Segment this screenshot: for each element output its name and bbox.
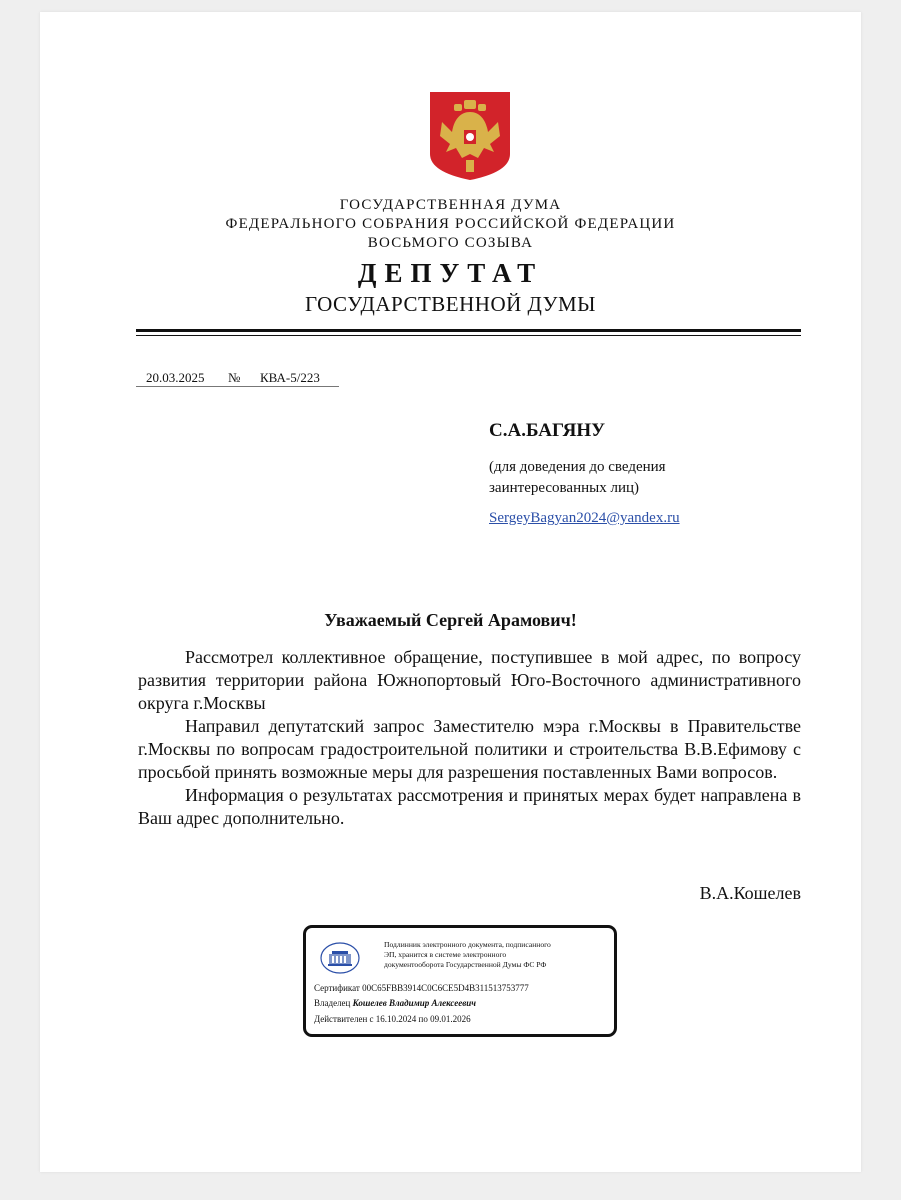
owner-label: Владелец [314,998,351,1008]
number-sign: № [228,370,241,385]
stamp-info-line-3: документооборота Государственной Думы ФС РФ [384,960,547,970]
russian-coat-of-arms-icon [430,92,510,180]
registration-number: КВА-5/223 [260,370,320,385]
signer-name: В.А.Кошелев [699,883,801,903]
valid-label: Действителен с [314,1014,374,1024]
certificate-label: Сертификат [314,983,360,993]
addressee-name: С.А.БАГЯНУ [489,420,606,441]
header-line-3: ВОСЬМОГО СОЗЫВА [367,235,534,251]
deputy-subtitle: ГОСУДАРСТВЕННОЙ ДУМЫ [305,292,596,316]
valid-from: 16.10.2024 [375,1014,417,1024]
valid-to: 09.01.2026 [430,1014,471,1024]
paragraph-3: Информация о результатах рассмотрения и принятых мерах будет направлена в Ваш адрес дополнительно. [138,785,801,828]
registration-date: 20.03.2025 [146,370,205,385]
paragraph-1: Рассмотрел коллективное обращение, поступившее в мой адрес, по вопросу развития территории района Южнопортовый Юго-Восточного административного округа г.Москвы [138,647,801,713]
addressee-email-link[interactable]: SergeyBagyan2024@yandex.ru [489,510,680,526]
header-line-2: ФЕДЕРАЛЬНОГО СОБРАНИЯ РОССИЙСКОЙ ФЕДЕРАЦИИ [225,216,676,232]
letter-body [138,646,801,830]
owner-row [314,998,476,1008]
header-divider-thick [136,329,801,332]
addressee-note [489,457,789,499]
registration-underline [136,386,339,387]
owner-value: Кошелев Владимир Алексеевич [352,998,477,1008]
electronic-signature-stamp [303,925,617,1037]
state-duma-building-icon [320,942,360,974]
addressee-note-line-1: (для доведения до сведения [489,459,666,475]
paragraph-2: Направил депутатский запрос Заместителю мэра г.Москвы в Правительстве г.Москвы по вопросам градостроительной политики и строительства В.В.Ефимову с просьбой принять возможные меры для разрешения поставленных Вами вопросов. [138,716,801,782]
document-page [40,12,861,1172]
header-line-1: ГОСУДАРСТВЕННАЯ ДУМА [339,197,562,213]
certificate-row [314,983,529,993]
valid-to-label: по [418,1014,428,1024]
header-divider-thin [136,335,801,336]
stamp-info-line-1: Подлинник электронного документа, подписанного [384,940,551,949]
certificate-value: 00C65FBB3914C0C6CE5D4B311513753777 [362,983,529,993]
deputy-title: ДЕПУТАТ [357,258,544,288]
salutation: Уважаемый Сергей Арамович! [324,610,577,630]
validity-row [314,1014,471,1024]
addressee-note-line-2: заинтересованных лиц) [489,480,639,496]
stamp-info-text [384,940,604,971]
stamp-info-line-2: ЭП, хранится в системе электронного [384,950,507,960]
